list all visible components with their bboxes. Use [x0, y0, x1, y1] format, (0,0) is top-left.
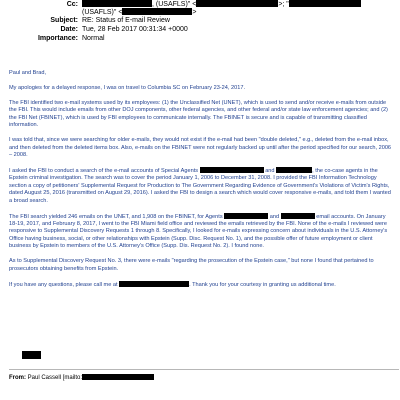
date-value: Tue, 28 Feb 2017 00:31:34 +0000 — [82, 26, 188, 33]
redaction — [276, 167, 312, 173]
importance-label: Importance: — [37, 35, 78, 42]
redaction — [82, 0, 152, 7]
redaction — [224, 213, 268, 219]
redaction — [196, 0, 278, 7]
redaction — [281, 213, 315, 219]
signature-redaction — [22, 351, 41, 359]
paragraph-search-results: The FBI search yielded 246 emails on the UNET, and 1,908 on the FBINET, for Agents and email accounts. On January 18-19, 2017, and February 8, 2017, I went to the FBI Miami field office and reviewed the emails retrieved by the FBI. None of the e-mails I reviewed were responsive to Supplemental Discovery Requests 1 through 8. Specifically, I looked for e-mails expressing concern about individuals in the U.S. Attorney's Office having business, social, or other relationships with Epstein (Supp. Disc. Request No. 1), and the possible offer of future employment or client business by Epstein to members of the U.S. Attorney's Office (Supp. Dis. Request No. 2). I found none. — [9, 213, 388, 250]
redaction — [119, 281, 189, 287]
subject-value: RE: Status of E-mail Review — [82, 17, 170, 24]
cc-row: Cc: , (USAFLS)" < >; " — [0, 0, 361, 9]
paragraph-request-3: As to Supplemental Discovery Request No. 3, there were e-mails "regarding the prosecution of the Epstein case," but none I found that pertained to prosecutors obtaining benefits from Epstein. — [9, 258, 374, 272]
date-row — [0, 26, 188, 34]
separator-line — [9, 369, 399, 370]
subject-row — [0, 17, 170, 25]
importance-value: Normal — [82, 35, 105, 42]
cc-value: (USAFLS)" < — [82, 9, 123, 16]
date-label: Date: — [60, 26, 78, 33]
from-value: Paul Cassell [mailto: — [27, 375, 83, 381]
redaction — [200, 167, 264, 173]
paragraph-double-deleted: I was told that, since we were searching for older e-mails, they would not exist if the e-mail had been "double deleted," e.g., deleted from the e-mail inbox, and then deleted from the deleted items box. Also, e-mails on the FBINET were not regularly backed up until after the period specified for our search, 2006 – 2008. — [9, 137, 392, 159]
paragraph-questions: If you have any questions, please call me at . Thank you for your courtesy in granting us additional time. — [9, 281, 336, 288]
redaction — [122, 8, 192, 15]
redaction — [289, 0, 361, 7]
from-row — [9, 374, 154, 382]
subject-label: Subject: — [50, 17, 78, 24]
message-body — [9, 70, 394, 297]
paragraph-travel: My apologies for a delayed response, I was on travel to Columbia SC on February 23-24, 2017. — [9, 85, 245, 91]
importance-row — [0, 35, 105, 43]
cc-row-cont: (USAFLS)" < > — [82, 9, 197, 16]
cc-value: , (USAFLS)" < — [152, 1, 197, 8]
cc-label: Cc: — [66, 1, 78, 8]
paragraph-search-request: I asked the FBI to conduct a search of the e-mail accounts of Special Agents and , the co-case agents in the Epstein criminal investigation. The search was to cover the period January 1, 2006 to December 31, 2008. I provided the FBI Information Technology section a copy of petitioners' Supplemental Request for Production to The Government Regarding Evidence of Government's Violations of Victim's Rights, dated August 25, 2016 (transmitted on August 29, 2016). I asked the FBI to design a search which would cover responsive e-mails, and told them I wanted a broad search. — [9, 168, 391, 204]
paragraph-email-systems: The FBI identified two e-mail systems used by its employees: (1) the Unclassified Net (UNET), which is used to send and/or receive e-mails from outside the FBI. This would include emails from other DOJ components, other federal agencies, and other federal and/or state law enforcement agencies; and (2) the FBI Net (FBINET), which is used by FBI employees to communicate internally. The FBINET is secure and is capable of transmitting classified information. — [9, 100, 388, 129]
from-label: From: — [9, 375, 26, 381]
redaction — [82, 374, 154, 380]
greeting: Paul and Brad, — [9, 70, 47, 76]
